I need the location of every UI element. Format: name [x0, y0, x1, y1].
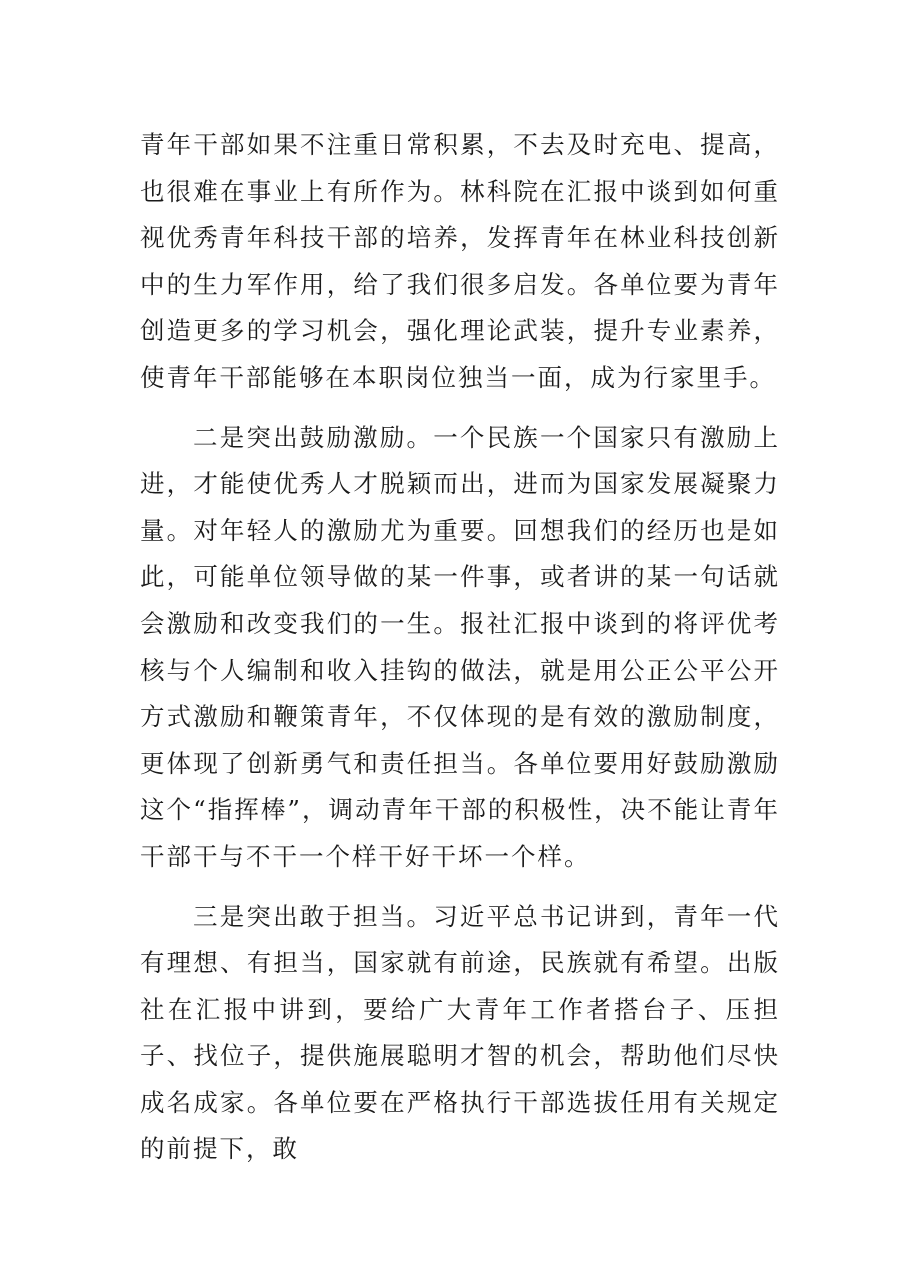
document-body: [140, 122, 780, 1173]
paragraph-3: 三是突出敢于担当。习近平总书记讲到，青年一代有理想、有担当，国家就有前途，民族就有希望。出版社在汇报中讲到，要给广大青年工作者搭台子、压担子、找位子，提供施展聪明才智的机会，帮助他们尽快成名成家。各单位要在严格执行干部选拔任用有关规定的前提下，敢: [140, 901, 780, 1164]
paragraph-1: 青年干部如果不注重日常积累，不去及时充电、提高，也很难在事业上有所作为。林科院在汇报中谈到如何重视优秀青年科技干部的培养，发挥青年在林业科技创新中的生力军作用，给了我们很多启发。各单位要为青年创造更多的学习机会，强化理论武装，提升专业素养，使青年干部能够在本职岗位独当一面，成为行家里手。: [140, 130, 780, 392]
paragraph-2: 二是突出鼓励激励。一个民族一个国家只有激励上进，才能使优秀人才脱颖而出，进而为国家发展凝聚力量。对年轻人的激励尤为重要。回想我们的经历也是如此，可能单位领导做的某一件事，或者讲的某一句话就会激励和改变我们的一生。报社汇报中谈到的将评优考核与个人编制和收入挂钩的做法，就是用公正公平公开方式激励和鞭策青年，不仅体现的是有效的激励制度，更体现了创新勇气和责任担当。各单位要用好鼓励激励这个“指挥棒”，调动青年干部的积极性，决不能让青年干部干与不干一个样干好干坏一个样。: [140, 422, 780, 871]
